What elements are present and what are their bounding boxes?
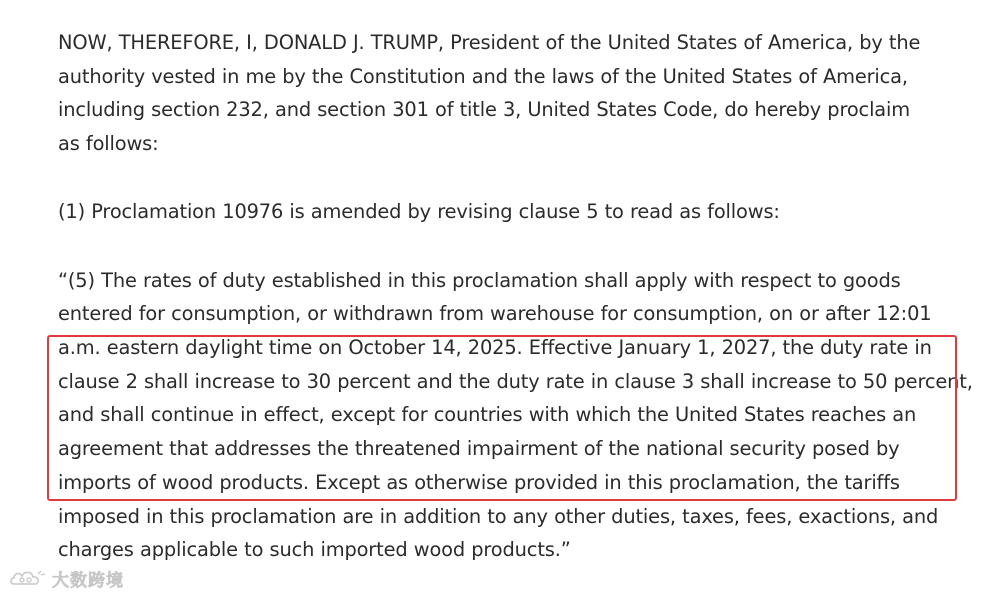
paragraph-3-line-1: “(5) The rates of duty established in this proclamation shall apply with respect to goods xyxy=(58,269,901,292)
paragraph-3-line-8: imposed in this proclamation are in addition to any other duties, taxes, fees, exactions, and xyxy=(58,505,939,528)
paragraph-3-line-6: agreement that addresses the threatened impairment of the national security posed by xyxy=(58,437,900,460)
paragraph-1-line-3: including section 232, and section 301 of title 3, United States Code, do hereby proclaim xyxy=(58,98,911,121)
watermark xyxy=(8,566,124,591)
paragraph-2-line-1: (1) Proclamation 10976 is amended by revising clause 5 to read as follows: xyxy=(58,200,780,223)
paragraph-3-line-3: a.m. eastern daylight time on October 14, 2025. Effective January 1, 2027, the duty rate in xyxy=(58,336,932,359)
highlight-box xyxy=(47,335,957,501)
paragraph-1-line-4: as follows: xyxy=(58,132,159,155)
paragraph-3-line-7: imports of wood products. Except as otherwise provided in this proclamation, the tariffs xyxy=(58,471,900,494)
paragraph-3-line-5: and shall continue in effect, except for countries with which the United States reaches an xyxy=(58,403,917,426)
watermark-text: 大数跨境 xyxy=(52,571,124,591)
paragraph-3-line-9: charges applicable to such imported wood products.” xyxy=(58,538,571,561)
paragraph-1-line-1: NOW, THEREFORE, I, DONALD J. TRUMP, President of the United States of America, by the xyxy=(58,31,921,54)
paragraph-1-line-2: authority vested in me by the Constitution and the laws of the United States of America, xyxy=(58,65,908,88)
cloud-logo-icon xyxy=(8,568,48,590)
paragraph-3-line-4: clause 2 shall increase to 30 percent and the duty rate in clause 3 shall increase to 50 percent, xyxy=(58,370,973,393)
paragraph-3-line-2: entered for consumption, or withdrawn from warehouse for consumption, on or after 12:01 xyxy=(58,302,932,325)
